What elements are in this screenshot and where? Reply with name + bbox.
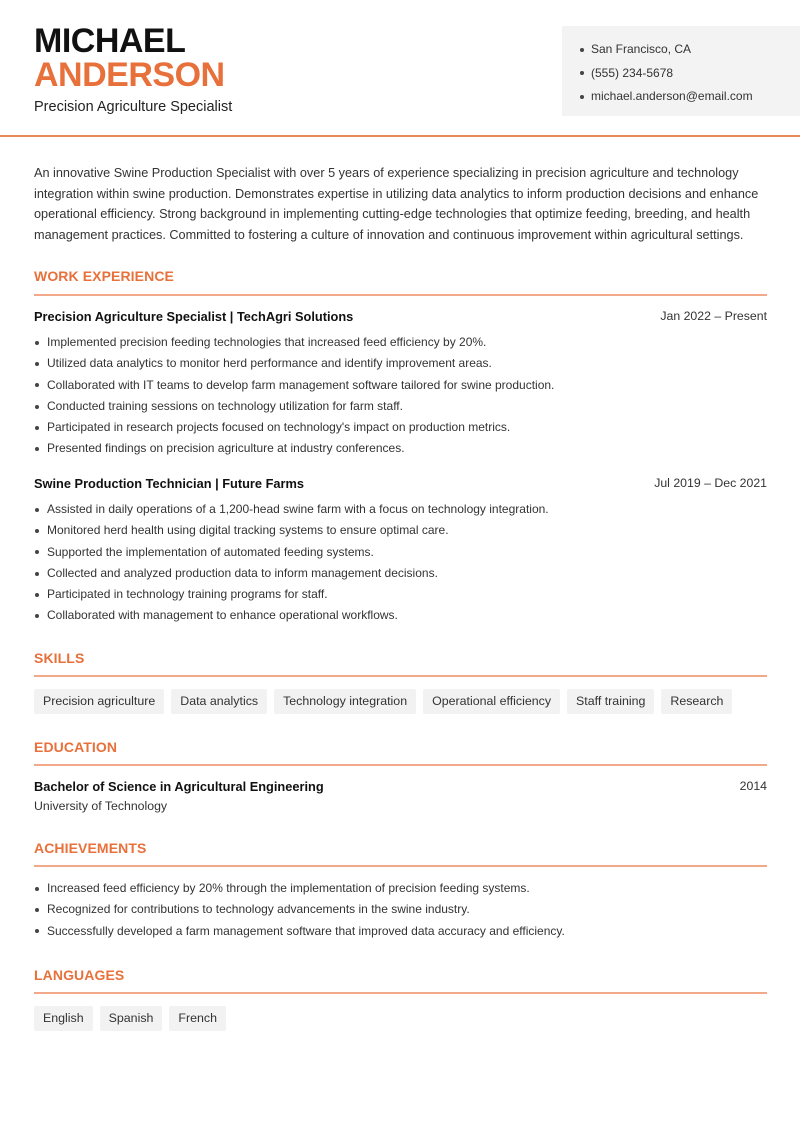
bullet-icon: [35, 362, 39, 366]
list-item: Participated in technology training programs for staff.: [34, 584, 767, 605]
job-header: [34, 309, 767, 324]
section-divider: [34, 294, 767, 296]
job-dates: Jul 2019 – Dec 2021: [654, 476, 767, 490]
section-divider: [34, 865, 767, 867]
degree: Bachelor of Science in Agricultural Engineering: [34, 779, 324, 794]
section-title-achievements: ACHIEVEMENTS: [34, 840, 147, 856]
job-bullets: [34, 499, 767, 627]
bullet-icon: [35, 447, 39, 451]
job-dates: Jan 2022 – Present: [660, 309, 767, 323]
list-item: Participated in research projects focused on technology's impact on production metrics.: [34, 417, 767, 438]
list-item: Presented findings on precision agriculture at industry conferences.: [34, 438, 767, 459]
bullet-icon: [35, 383, 39, 387]
contact-info: [562, 26, 800, 116]
skills-list: [34, 689, 732, 714]
achievements-list: [34, 878, 767, 942]
section-divider: [34, 675, 767, 677]
skill-chip: Research: [661, 689, 732, 714]
bullet-icon: [35, 426, 39, 430]
bullet-icon: [35, 550, 39, 554]
bullet-icon: [35, 572, 39, 576]
last-name: ANDERSON: [34, 56, 225, 94]
list-item: Increased feed efficiency by 20% through the implementation of precision feeding systems.: [34, 878, 767, 899]
bullet-icon: [580, 71, 584, 75]
bullet-icon: [35, 929, 39, 933]
skill-chip: Precision agriculture: [34, 689, 164, 714]
contact-email: [580, 85, 800, 109]
bullet-icon: [35, 887, 39, 891]
skill-chip: Data analytics: [171, 689, 267, 714]
graduation-year: 2014: [739, 779, 767, 793]
list-item: Collaborated with management to enhance operational workflows.: [34, 605, 767, 626]
contact-location: [580, 38, 800, 62]
contact-phone: [580, 62, 800, 86]
job-role: Precision Agriculture Specialist | TechAgri Solutions: [34, 309, 354, 324]
language-chip: English: [34, 1006, 93, 1031]
bullet-icon: [580, 95, 584, 99]
job-role: Swine Production Technician | Future Farms: [34, 476, 304, 491]
first-name: MICHAEL: [34, 22, 186, 60]
bullet-icon: [35, 529, 39, 533]
list-item: Supported the implementation of automated feeding systems.: [34, 542, 767, 563]
list-item: Monitored herd health using digital tracking systems to ensure optimal care.: [34, 520, 767, 541]
phone-text: (555) 234-5678: [591, 65, 674, 80]
language-chip: Spanish: [100, 1006, 163, 1031]
resume-header: [0, 0, 800, 137]
list-item: Conducted training sessions on technology utilization for farm staff.: [34, 396, 767, 417]
bullet-icon: [35, 508, 39, 512]
section-divider: [34, 764, 767, 766]
location-text: San Francisco, CA: [591, 42, 692, 56]
skill-chip: Operational efficiency: [423, 689, 560, 714]
email-link[interactable]: michael.anderson@email.com: [591, 89, 753, 103]
section-title-education: EDUCATION: [34, 739, 118, 755]
skill-chip: Staff training: [567, 689, 654, 714]
list-item: Utilized data analytics to monitor herd performance and identify improvement areas.: [34, 353, 767, 374]
list-item: Recognized for contributions to technology advancements in the swine industry.: [34, 899, 767, 920]
section-divider: [34, 992, 767, 994]
bullet-icon: [35, 341, 39, 345]
list-item: Collected and analyzed production data to inform management decisions.: [34, 563, 767, 584]
section-title-languages: LANGUAGES: [34, 967, 125, 983]
list-item: Assisted in daily operations of a 1,200-head swine farm with a focus on technology integration.: [34, 499, 767, 520]
list-item: Implemented precision feeding technologies that increased feed efficiency by 20%.: [34, 332, 767, 353]
list-item: Successfully developed a farm management software that improved data accuracy and efficiency.: [34, 921, 767, 942]
professional-summary: An innovative Swine Production Specialist with over 5 years of experience specializing in precision agriculture and technology integration within swine production. Demonstrates expertise in utilizing data analytics to inform production decisions and enhance operational efficiency. Strong background in implementing cutting-edge technologies that optimize feeding, breeding, and health management practices. Committed to fostering a culture of innovation and continuous improvement within agricultural settings.: [34, 166, 759, 242]
job-bullets: [34, 332, 767, 460]
professional-title: Precision Agriculture Specialist: [34, 99, 233, 115]
bullet-icon: [35, 593, 39, 597]
list-item: Collaborated with IT teams to develop farm management software tailored for swine production.: [34, 375, 767, 396]
bullet-icon: [580, 48, 584, 52]
education-header: [34, 779, 767, 794]
school-name: University of Technology: [34, 799, 168, 813]
section-title-skills: SKILLS: [34, 650, 85, 666]
section-title-work-experience: WORK EXPERIENCE: [34, 268, 174, 284]
language-chip: French: [169, 1006, 226, 1031]
job-header: [34, 476, 767, 491]
bullet-icon: [35, 405, 39, 409]
bullet-icon: [35, 908, 39, 912]
bullet-icon: [35, 614, 39, 618]
skill-chip: Technology integration: [274, 689, 416, 714]
languages-list: [34, 1006, 226, 1031]
